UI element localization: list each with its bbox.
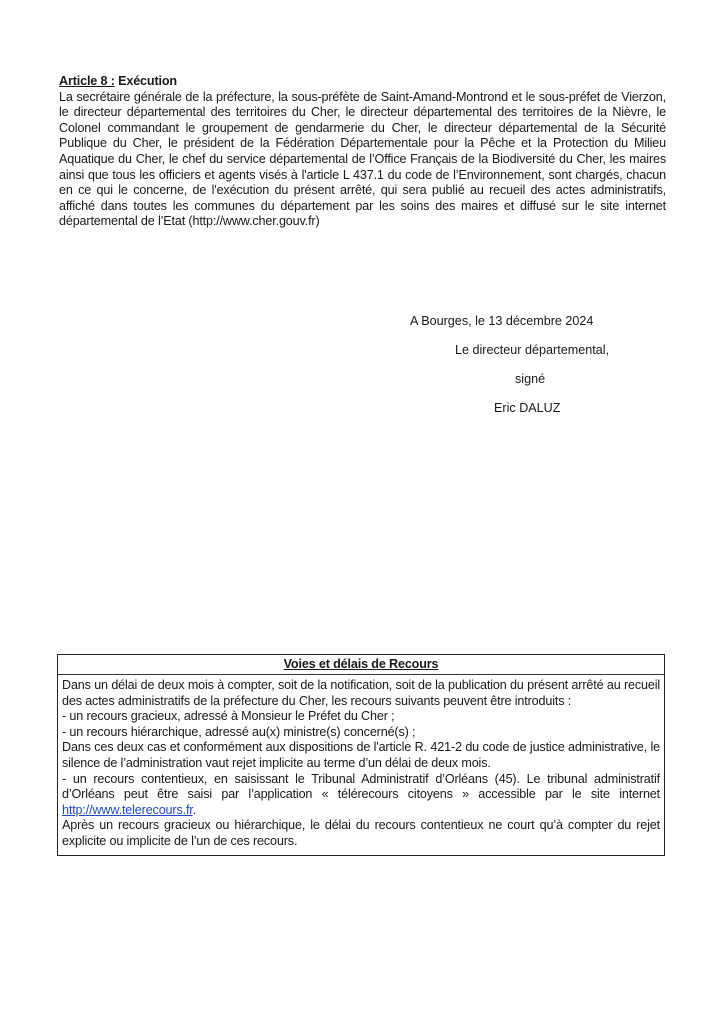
signed-mention: signé: [515, 372, 546, 386]
recours-intro: Dans un délai de deux mois à compter, soit de la notification, soit de la publication du présent arrêté au recueil des actes administratifs de la préfecture du Cher, les recours suivants peuvent être introduits :: [62, 678, 660, 708]
recours-final: Après un recours gracieux ou hiérarchique, le délai du recours contentieux ne court qu’à compter du rejet explicite ou implicite de l’un de ces recours.: [62, 818, 660, 848]
recours-hierarchique: - un recours hiérarchique, adressé au(x) ministre(s) concerné(s) ;: [62, 724, 416, 739]
recours-gracieux: - un recours gracieux, adressé à Monsieur le Préfet du Cher ;: [62, 709, 395, 724]
article-number: Article 8 :: [59, 74, 115, 88]
article-heading: [59, 74, 666, 90]
recours-box: [57, 654, 665, 856]
telerecours-link[interactable]: http://www.telerecours.fr: [62, 802, 193, 817]
link-suffix: .: [192, 802, 196, 817]
article-8: [59, 74, 666, 230]
recours-silence: Dans ces deux cas et conformément aux dispositions de l'article R. 421-2 du code de justice administrative, le silence de l’administration vaut rejet implicite au terme d’un délai de deux mois.: [62, 740, 660, 770]
article-title: Exécution: [114, 74, 177, 88]
recours-title: Voies et délais de Recours: [58, 655, 664, 675]
article-body: La secrétaire générale de la préfecture, la sous-préfète de Saint-Amand-Montrond et le sous-préfet de Vierzon, le directeur départemental des territoires du Cher, le directeur départemental des territoires de la Nièvre, le Colonel commandant le groupement de gendarmerie du Cher, le directeur départemental de la Sécurité Publique du Cher, le président de la Fédération Départementale pour la Pêche et la Protection du Milieu Aquatique du Cher, le chef du service départemental de l’Office Français de la Biodiversité du Cher, les maires ainsi que tous les officiers et agents visés à l'article L 437.1 du code de l’Environnement, sont chargés, chacun en ce qui le concerne, de l'exécution du présent arrêté, qui sera publié au recueil des actes administratifs, affiché dans toutes les communes du département par les soins des maires et diffusé sur le site internet départemental de l’Etat (http://www.cher.gouv.fr): [59, 89, 666, 229]
signatory-name: Eric DALUZ: [494, 401, 561, 415]
place-date: A Bourges, le 13 décembre 2024: [410, 314, 594, 328]
recours-contentieux-text: - un recours contentieux, en saisissant le Tribunal Administratif d’Orléans (45). Le tribunal administratif d’Orléans peut être saisi par l’application « télérecours citoyens » accessible par le site internet: [62, 771, 660, 802]
recours-contentieux: [62, 772, 660, 819]
signatory-title: Le directeur départemental,: [455, 343, 610, 357]
recours-body: [58, 675, 664, 850]
